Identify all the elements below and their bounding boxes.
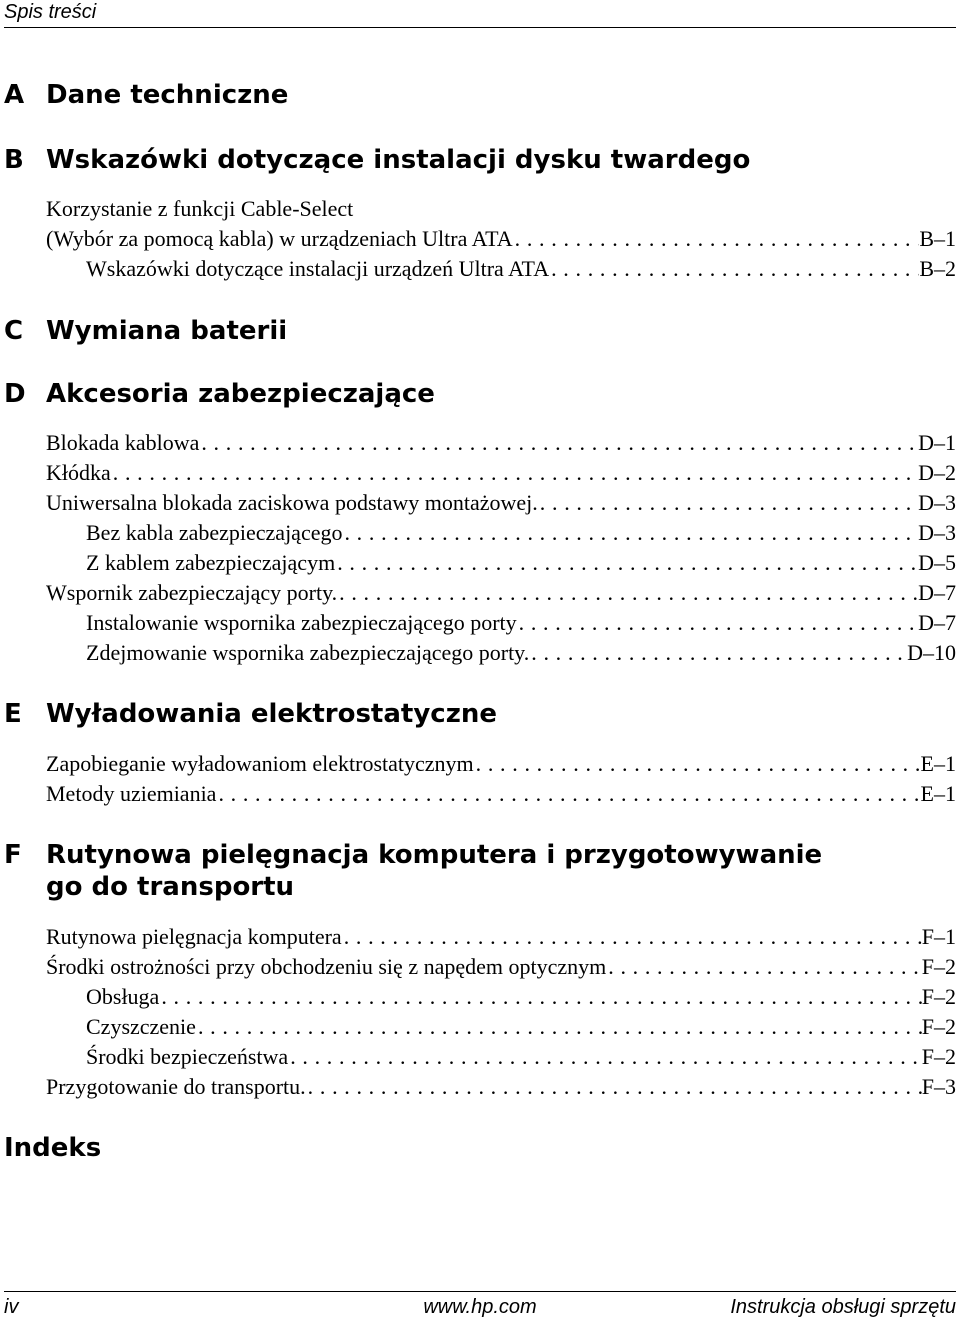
dot-leader [513, 224, 920, 254]
toc-entry-label: Czyszczenie [86, 1014, 196, 1039]
section-letter: C [4, 316, 24, 346]
toc-entry[interactable] [46, 952, 956, 982]
toc-entry[interactable] [46, 458, 956, 488]
toc-entry-page: F–3 [921, 1074, 956, 1099]
dot-leader [549, 254, 919, 284]
toc-entry-label[interactable]: Korzystanie z funkcji Cable-Select [46, 196, 354, 221]
toc-entry[interactable] [46, 779, 956, 809]
toc-entry-label: Instalowanie wspornika zabezpieczającego porty [86, 610, 517, 635]
toc-entry[interactable] [46, 224, 956, 254]
section-title: Rutynowa pielęgnacja komputera i przygotowywanie [46, 840, 823, 870]
toc-entry[interactable] [86, 518, 956, 548]
dot-leader [517, 608, 918, 638]
toc-entry-page: F–2 [921, 984, 956, 1009]
toc-entry-page: B–2 [919, 256, 956, 281]
toc-entry-label: Wskazówki dotyczące instalacji urządzeń Ultra ATA [86, 256, 550, 281]
index-title[interactable]: Indeks [4, 1133, 102, 1163]
toc-entry-label: Środki bezpieczeństwa [86, 1044, 289, 1069]
section-letter: F [4, 840, 22, 870]
toc-entry-page: B–1 [919, 226, 956, 251]
dot-leader [288, 1042, 922, 1072]
running-header: Spis treści [4, 1, 97, 23]
toc-entry-label: (Wybór za pomocą kabla) w urządzeniach Ultra ATA [46, 226, 513, 251]
dot-leader [342, 922, 922, 952]
dot-leader [538, 488, 918, 518]
section-title: Wskazówki dotyczące instalacji dysku twardego [46, 145, 751, 175]
toc-entry-page: D–2 [918, 460, 956, 485]
dot-leader [606, 952, 922, 982]
toc-entry-label: Obsługa [86, 984, 160, 1009]
toc-entry[interactable] [46, 488, 956, 518]
toc-entry-label: Metody uziemiania [46, 781, 217, 806]
footer-url: www.hp.com [423, 1296, 537, 1318]
section-letter: D [4, 379, 26, 409]
dot-leader [159, 982, 921, 1012]
toc-entry[interactable] [46, 428, 956, 458]
footer-page-number: iv [4, 1296, 19, 1318]
toc-entry-page: D–3 [918, 520, 956, 545]
dot-leader [196, 1012, 922, 1042]
toc-entry[interactable] [46, 749, 956, 779]
toc-entry-label: Środki ostrożności przy obchodzeniu się z napędem optycznym [46, 954, 607, 979]
toc-entry-label: Blokada kablowa [46, 430, 200, 455]
toc-entry[interactable] [46, 1072, 956, 1102]
toc-entry[interactable] [86, 1012, 956, 1042]
toc-entry[interactable] [86, 1042, 956, 1072]
toc-entry-page: D–1 [918, 430, 956, 455]
footer-rule [4, 1291, 956, 1292]
dot-leader [306, 1072, 922, 1102]
dot-leader [199, 428, 918, 458]
section-letter: B [4, 145, 24, 175]
toc-entry-label: Uniwersalna blokada zaciskowa podstawy montażowej. [46, 490, 538, 515]
toc-entry[interactable] [46, 578, 956, 608]
dot-leader [216, 779, 920, 809]
section-letter: A [4, 80, 25, 110]
header-rule [4, 27, 956, 28]
toc-entry-label: Z kablem zabezpieczającym [86, 550, 336, 575]
toc-entry-page: D–3 [918, 490, 956, 515]
dot-leader [111, 458, 918, 488]
toc-entry-label: Rutynowa pielęgnacja komputera [46, 924, 342, 949]
toc-entry-label: Zdejmowanie wspornika zabezpieczającego porty. [86, 640, 530, 665]
section-title: Wyładowania elektrostatyczne [46, 699, 497, 729]
toc-entry[interactable] [86, 982, 956, 1012]
toc-entry-page: D–5 [918, 550, 956, 575]
dot-leader [529, 638, 907, 668]
section-title: Dane techniczne [46, 80, 289, 110]
toc-entry[interactable] [86, 608, 956, 638]
toc-entry-page: F–2 [921, 1044, 956, 1069]
toc-entry-page: F–2 [921, 1014, 956, 1039]
toc-entry[interactable] [46, 922, 956, 952]
toc-entry-page: F–2 [921, 954, 956, 979]
toc-entry-label: Zapobieganie wyładowaniom elektrostatycznym [46, 751, 474, 776]
toc-entry-label: Kłódka [46, 460, 111, 485]
dot-leader [335, 548, 918, 578]
section-letter: E [4, 699, 22, 729]
section-title-continued: go do transportu [46, 872, 295, 902]
toc-entry[interactable] [86, 638, 956, 668]
toc-entry-label: Wspornik zabezpieczający porty. [46, 580, 338, 605]
toc-entry-page: F–1 [921, 924, 956, 949]
toc-entry-label: Przygotowanie do transportu. [46, 1074, 306, 1099]
toc-entry-page: D–10 [907, 640, 956, 665]
dot-leader [342, 518, 918, 548]
toc-entry-page: E–1 [920, 751, 956, 776]
toc-entry[interactable] [86, 254, 956, 284]
toc-entry-label: Bez kabla zabezpieczającego [86, 520, 343, 545]
toc-entry-page: D–7 [918, 610, 956, 635]
toc-entry-page: D–7 [918, 580, 956, 605]
dot-leader [337, 578, 918, 608]
toc-entry[interactable] [86, 548, 956, 578]
section-title: Akcesoria zabezpieczające [46, 379, 435, 409]
dot-leader [474, 749, 921, 779]
toc-entry-page: E–1 [920, 781, 956, 806]
footer-doc-title: Instrukcja obsługi sprzętu [730, 1296, 956, 1318]
section-title: Wymiana baterii [46, 316, 288, 346]
